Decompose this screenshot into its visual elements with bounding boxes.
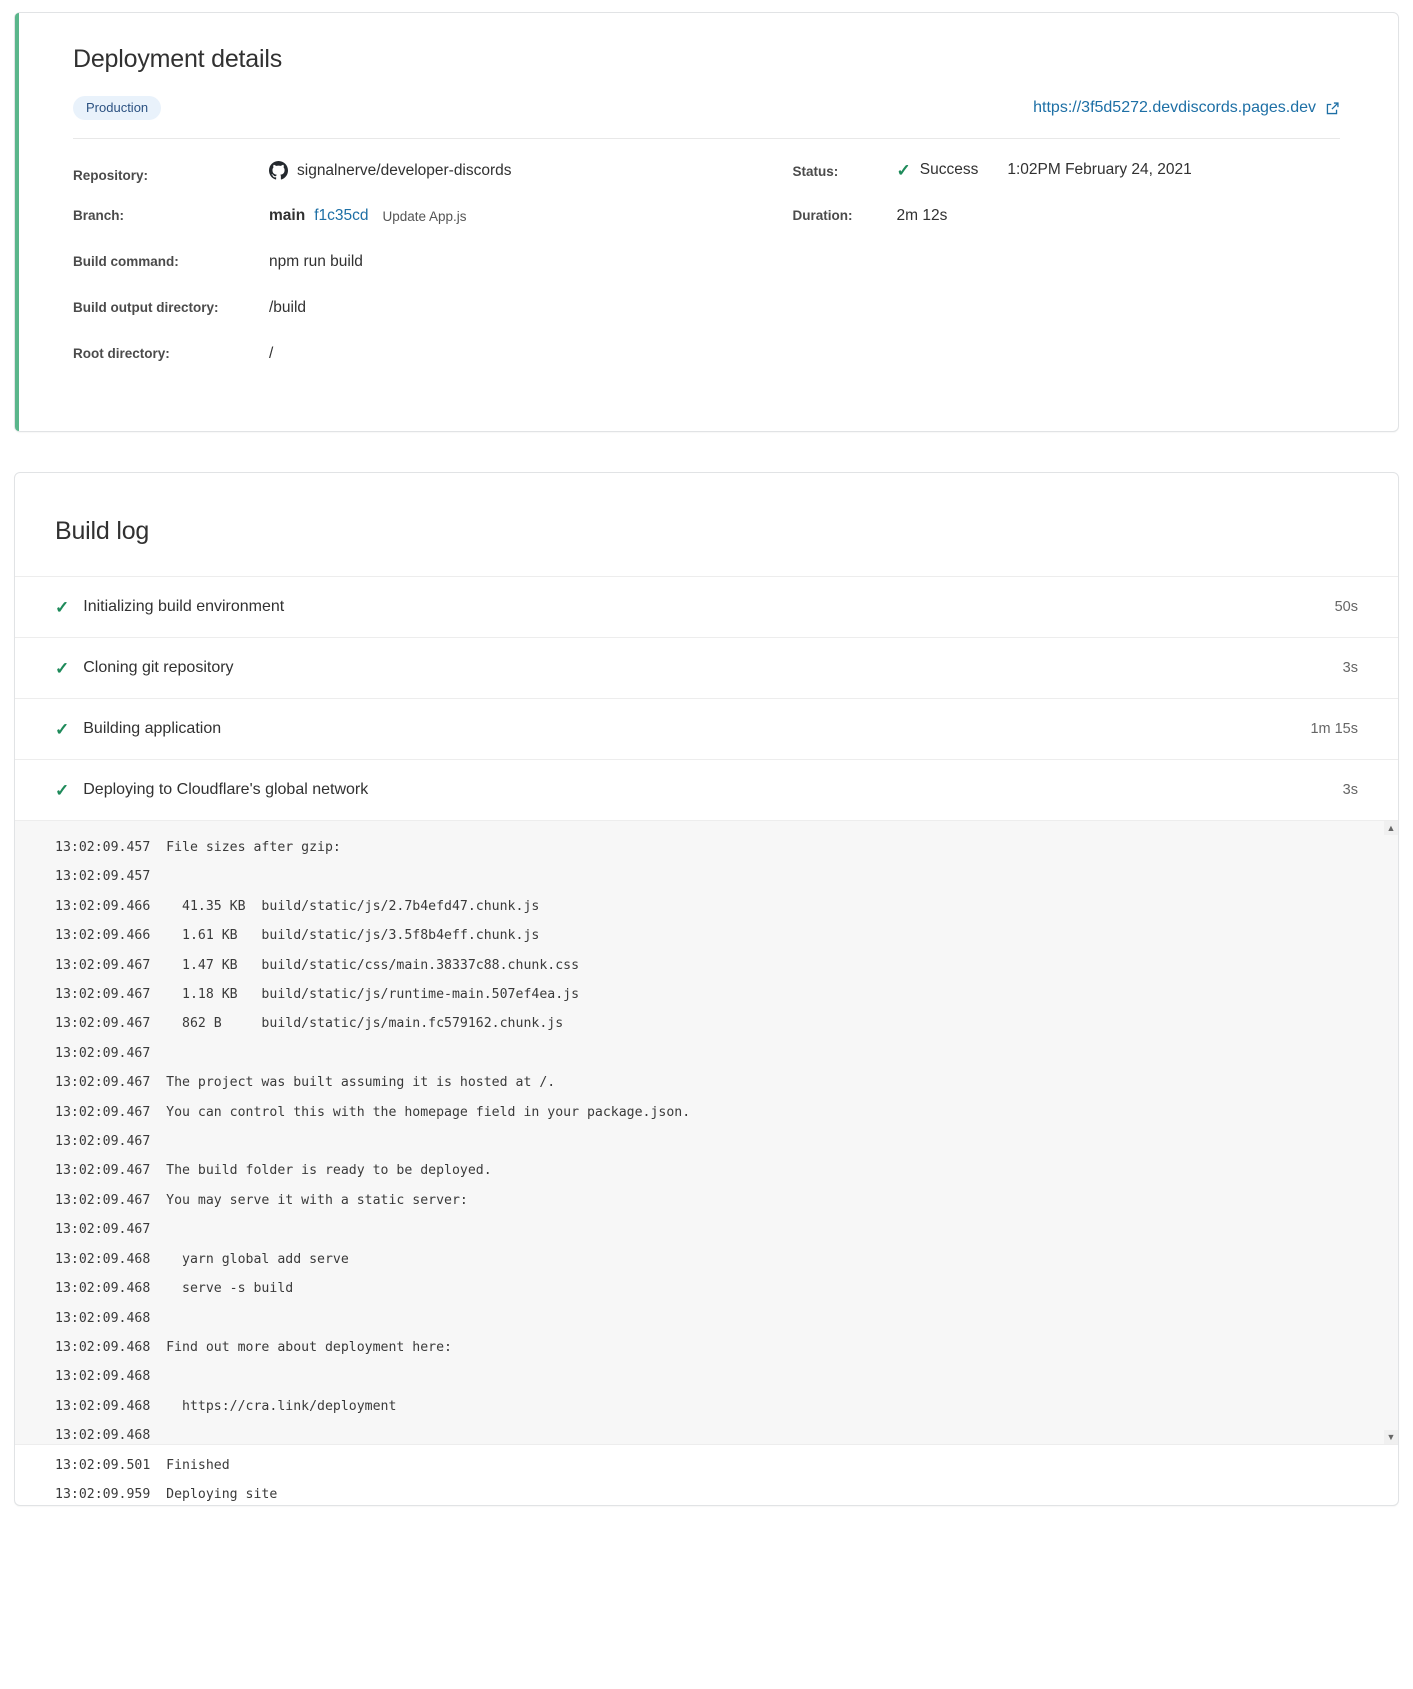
log-line — [55, 1156, 1358, 1185]
status-timestamp: 1:02PM February 24, 2021 — [1007, 161, 1192, 178]
log-text: 1.61 KB build/static/js/3.5f8b4eff.chunk.js — [150, 928, 540, 944]
build-log-console — [15, 820, 1398, 1502]
divider — [73, 138, 1340, 139]
build-step-label: Deploying to Cloudflare's global network — [83, 781, 369, 798]
log-timestamp: 13:02:09.467 — [55, 1163, 151, 1179]
build-step[interactable] — [15, 759, 1398, 820]
deployment-fields — [73, 161, 1340, 391]
log-timestamp: 13:02:09.468 — [55, 1369, 151, 1385]
log-line — [55, 833, 1358, 862]
log-line — [55, 1245, 1358, 1274]
build-step-label: Initializing build environment — [83, 598, 285, 615]
field-value-build-command: npm run build — [269, 253, 363, 270]
log-timestamp: 13:02:09.468 — [55, 1398, 151, 1414]
log-timestamp: 13:02:09.466 — [55, 928, 151, 944]
deployment-details-card — [14, 12, 1399, 432]
check-icon: ✓ — [55, 597, 70, 617]
deployment-fields-left — [73, 161, 783, 391]
log-timestamp: 13:02:09.468 — [55, 1251, 151, 1267]
log-line — [55, 1421, 1358, 1450]
log-line — [55, 1304, 1358, 1333]
field-value-branch — [269, 207, 467, 225]
check-icon: ✓ — [55, 719, 70, 739]
log-text: Finished — [150, 1457, 230, 1473]
field-value-root-directory: / — [269, 345, 274, 362]
field-value-repository — [269, 161, 512, 180]
log-text: yarn global add serve — [150, 1251, 349, 1267]
log-timestamp: 13:02:09.467 — [55, 1016, 151, 1032]
field-label-build-command: Build command: — [73, 254, 179, 269]
log-line — [55, 1215, 1358, 1244]
log-timestamp: 13:02:09.466 — [55, 898, 151, 914]
scroll-up-arrow[interactable]: ▲ — [1384, 821, 1398, 835]
status-text: Success — [919, 161, 979, 178]
log-timestamp: 13:02:09.468 — [55, 1428, 151, 1444]
log-text: You may serve it with a static server: — [150, 1192, 468, 1208]
log-line — [55, 892, 1358, 921]
log-timestamp: 13:02:09.468 — [55, 1281, 151, 1297]
log-line — [55, 951, 1358, 980]
log-timestamp: 13:02:09.467 — [55, 987, 151, 1003]
repository-name: signalnerve/developer-discords — [297, 161, 512, 179]
log-line — [55, 1068, 1358, 1097]
field-value-status — [897, 161, 1192, 179]
log-line — [55, 1127, 1358, 1156]
log-line — [55, 1362, 1358, 1391]
deployment-fields-right — [783, 161, 1340, 391]
log-text: You can control this with the homepage field in your package.json. — [150, 1104, 691, 1120]
field-label-duration: Duration: — [792, 208, 853, 223]
log-timestamp: 13:02:09.468 — [55, 1339, 151, 1355]
build-step[interactable] — [15, 698, 1398, 759]
log-text: 862 B build/static/js/main.fc579162.chunk.js — [150, 1016, 564, 1032]
build-log-card — [14, 472, 1399, 1506]
log-timestamp: 13:02:09.467 — [55, 1045, 151, 1061]
build-step-label: Building application — [83, 720, 222, 737]
field-build-output-directory — [73, 299, 783, 345]
github-icon — [269, 161, 288, 180]
external-link-icon — [1325, 101, 1340, 116]
log-text: The build folder is ready to be deployed. — [150, 1163, 492, 1179]
field-status — [793, 161, 1340, 207]
log-line — [55, 1009, 1358, 1038]
log-line — [55, 1480, 1358, 1509]
build-step-duration: 3s — [1342, 660, 1358, 676]
field-label-root-directory: Root directory: — [73, 346, 170, 361]
log-timestamp: 13:02:09.457 — [55, 869, 151, 885]
log-line — [55, 1186, 1358, 1215]
field-duration — [793, 207, 1340, 253]
log-timestamp: 13:02:09.468 — [55, 1310, 151, 1326]
log-text: Find out more about deployment here: — [150, 1339, 452, 1355]
field-label-repository: Repository: — [73, 168, 149, 183]
log-text: 1.47 KB build/static/css/main.38337c88.chunk.css — [150, 957, 580, 973]
log-timestamp: 13:02:09.501 — [55, 1457, 151, 1473]
log-line — [55, 862, 1358, 891]
field-value-build-output-directory: /build — [269, 299, 307, 316]
branch-name: main — [269, 207, 306, 224]
field-label-status: Status: — [792, 163, 839, 179]
deployment-summary-row — [73, 96, 1340, 120]
status-badge-environment: Production — [73, 96, 161, 120]
log-text: The project was built assuming it is hosted at /. — [150, 1075, 556, 1091]
build-log-title: Build log — [55, 517, 150, 545]
log-timestamp: 13:02:09.959 — [55, 1486, 151, 1502]
deployment-url-link[interactable] — [1033, 99, 1340, 117]
field-root-directory — [73, 345, 783, 391]
build-step-duration: 3s — [1342, 782, 1358, 798]
log-text: serve -s build — [150, 1281, 294, 1297]
log-timestamp: 13:02:09.467 — [55, 1075, 151, 1091]
log-text: 41.35 KB build/static/js/2.7b4efd47.chunk.js — [150, 898, 540, 914]
field-branch — [73, 207, 783, 253]
log-timestamp: 13:02:09.467 — [55, 1192, 151, 1208]
deployment-url-text: https://3f5d5272.devdiscords.pages.dev — [1033, 99, 1316, 116]
log-line — [55, 921, 1358, 950]
log-line — [55, 1451, 1358, 1480]
log-timestamp: 13:02:09.467 — [55, 1104, 151, 1120]
build-step[interactable] — [15, 576, 1398, 637]
page-title: Deployment details — [73, 45, 283, 73]
log-text: https://cra.link/deployment — [150, 1398, 397, 1414]
commit-hash-link[interactable]: f1c35cd — [314, 207, 369, 224]
commit-message: Update App.js — [382, 208, 467, 224]
log-text: Deploying site — [150, 1486, 278, 1502]
build-step-duration: 50s — [1334, 599, 1358, 615]
build-step[interactable] — [15, 637, 1398, 698]
check-icon: ✓ — [55, 780, 70, 800]
log-line — [55, 1098, 1358, 1127]
log-line — [55, 1392, 1358, 1421]
scroll-down-arrow[interactable]: ▼ — [1384, 1430, 1398, 1444]
log-line — [55, 1333, 1358, 1362]
field-label-branch: Branch: — [73, 208, 125, 223]
build-step-duration: 1m 15s — [1310, 721, 1358, 737]
field-label-build-output-directory: Build output directory: — [73, 300, 219, 315]
check-icon: ✓ — [896, 160, 911, 180]
field-value-duration: 2m 12s — [896, 207, 948, 224]
field-build-command — [73, 253, 783, 299]
build-step-label: Cloning git repository — [83, 659, 234, 676]
build-log-scroll-area[interactable] — [15, 821, 1398, 1502]
field-repository — [73, 161, 783, 207]
log-line — [55, 980, 1358, 1009]
log-timestamp: 13:02:09.467 — [55, 1134, 151, 1150]
log-timestamp: 13:02:09.467 — [55, 1222, 151, 1238]
log-text: 1.18 KB build/static/js/runtime-main.507ef4ea.js — [150, 987, 580, 1003]
log-line — [55, 1039, 1358, 1068]
log-text: File sizes after gzip: — [150, 840, 341, 855]
build-log-steps — [15, 576, 1398, 820]
log-timestamp: 13:02:09.467 — [55, 957, 151, 973]
log-timestamp: 13:02:09.457 — [55, 840, 151, 855]
log-line — [55, 1274, 1358, 1303]
check-icon: ✓ — [55, 658, 70, 678]
